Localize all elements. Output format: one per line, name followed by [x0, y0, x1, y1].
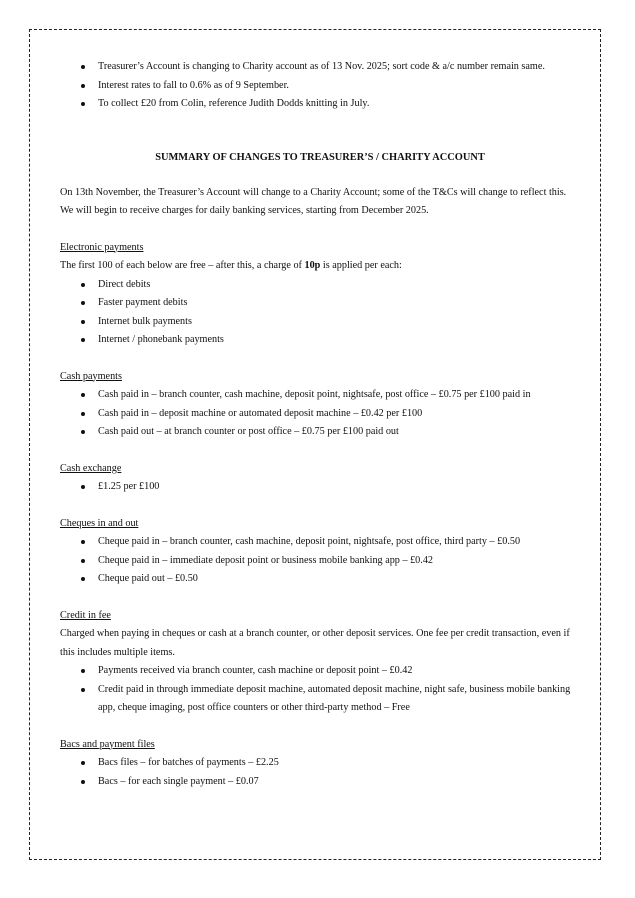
section-intro: The first 100 of each below are free – after this, a charge of 10p is applied per each: — [60, 260, 402, 271]
list-item: Cheque paid in – immediate deposit point or business mobile banking app – £0.42 — [60, 552, 580, 571]
list-item: Credit paid in through immediate deposit machine, automated deposit machine, night safe, business mobile banking app, cheque imaging, post office counters or other third-party method – Free — [60, 681, 580, 718]
cash-payments-list — [60, 386, 580, 442]
list-item: Bacs – for each single payment – £0.07 — [60, 773, 580, 792]
list-item: Cash paid in – branch counter, cash machine, deposit point, nightsafe, post office – £0.75 per £100 paid in — [60, 386, 580, 405]
notes-list — [60, 58, 580, 114]
section-heading: Cash payments — [60, 370, 122, 382]
summary-intro: On 13th November, the Treasurer’s Account will change to a Charity Account; some of the T&Cs will change to reflect this. We will begin to receive charges for daily banking services, starting from December 2025. — [60, 186, 567, 216]
bullet-icon — [81, 761, 85, 765]
bullet-icon — [81, 338, 85, 342]
section-bacs — [60, 736, 580, 792]
bullet-icon — [81, 485, 85, 489]
electronic-payments-list — [60, 276, 580, 350]
list-item: Cash paid out – at branch counter or post office – £0.75 per £100 paid out — [60, 423, 580, 442]
list-item: Bacs files – for batches of payments – £2.25 — [60, 754, 580, 773]
list-item: Payments received via branch counter, cash machine or deposit point – £0.42 — [60, 662, 580, 681]
list-item: Internet / phonebank payments — [60, 331, 580, 350]
bullet-icon — [81, 688, 85, 692]
bullet-icon — [81, 102, 85, 106]
section-electronic-payments — [60, 239, 580, 350]
bullet-icon — [81, 540, 85, 544]
section-heading: Cheques in and out — [60, 517, 139, 529]
bullet-icon — [81, 559, 85, 563]
list-item: Cash paid in – deposit machine or automated deposit machine – £0.42 per £100 — [60, 405, 580, 424]
bullet-icon — [81, 320, 85, 324]
section-intro: Charged when paying in cheques or cash at a branch counter, or other deposit services. One fee per credit transaction, even if this includes multiple items. — [60, 628, 570, 658]
section-heading: Credit in fee — [60, 609, 111, 621]
list-item: To collect £20 from Colin, reference Judith Dodds knitting in July. — [60, 95, 580, 114]
bacs-list — [60, 754, 580, 791]
bullet-icon — [81, 283, 85, 287]
bullet-icon — [81, 669, 85, 673]
bullet-icon — [81, 393, 85, 397]
summary-title: SUMMARY OF CHANGES TO TREASURER’S / CHARITY ACCOUNT — [155, 151, 485, 163]
section-cash-exchange — [60, 460, 580, 497]
cheques-list — [60, 533, 580, 589]
bullet-icon — [81, 430, 85, 434]
section-credit-fee — [60, 607, 580, 718]
section-cheques — [60, 515, 580, 589]
bullet-icon — [81, 412, 85, 416]
cash-exchange-list — [60, 478, 580, 497]
bullet-icon — [81, 301, 85, 305]
bullet-icon — [81, 577, 85, 581]
bullet-icon — [81, 65, 85, 69]
list-item: Cheque paid in – branch counter, cash machine, deposit point, nightsafe, post office, third party – £0.50 — [60, 533, 580, 552]
list-item: Faster payment debits — [60, 294, 580, 313]
section-heading: Bacs and payment files — [60, 738, 155, 750]
document-body — [60, 58, 580, 791]
credit-fee-list — [60, 662, 580, 718]
section-cash-payments — [60, 368, 580, 442]
list-item: Direct debits — [60, 276, 580, 295]
list-item: Internet bulk payments — [60, 313, 580, 332]
bullet-icon — [81, 84, 85, 88]
list-item: £1.25 per £100 — [60, 478, 580, 497]
bullet-icon — [81, 780, 85, 784]
section-heading: Cash exchange — [60, 462, 122, 474]
section-heading: Electronic payments — [60, 241, 144, 253]
list-item: Cheque paid out – £0.50 — [60, 570, 580, 589]
list-item: Treasurer’s Account is changing to Charity account as of 13 Nov. 2025; sort code & a/c number remain same. — [60, 58, 580, 77]
list-item: Interest rates to fall to 0.6% as of 9 September. — [60, 77, 580, 96]
